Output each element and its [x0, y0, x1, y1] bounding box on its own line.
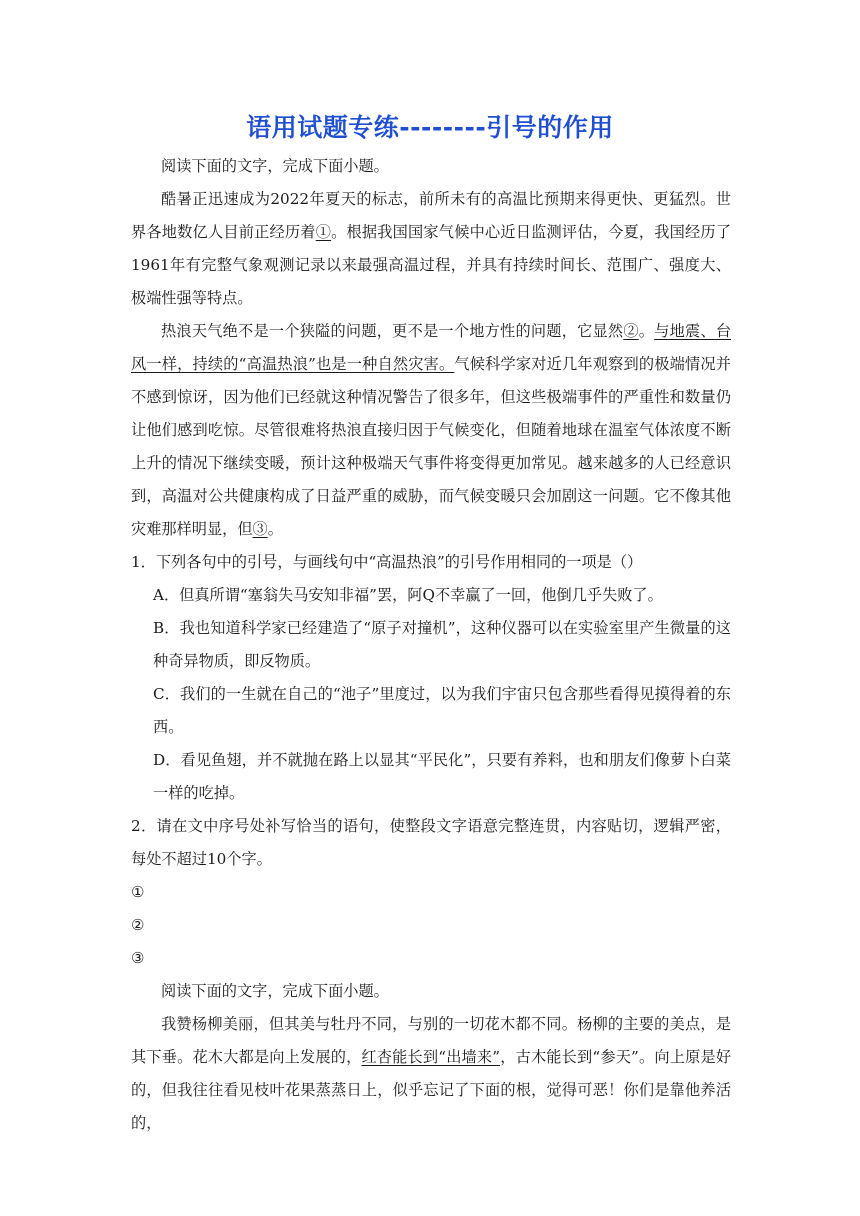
text-span: 热浪天气绝不是一个狭隘的问题，更不是一个地方性的问题，它显然 [161, 322, 624, 340]
text-span: 。 [267, 520, 283, 538]
section1-paragraph-1 [131, 183, 731, 315]
section2-intro: 阅读下面的文字，完成下面小题。 [161, 982, 389, 1000]
question-1-option-b: B．我也知道科学家已经建造了“原子对撞机”，这种仪器可以在实验室里产生微量的这种奇异物质，即反物质。 [153, 619, 731, 670]
text-span: 气候科学家对近几年观察到的极端情况并不感到惊讶，因为他们已经就这种情况警告了很多年，但这些极端事件的严重性和数量仍让他们感到吃惊。尽管很难将热浪直接归因于气候变化，但随着地球在温室气体浓度不断上升的情况下继续变暖，预计这种极端天气事件将变得更加常见。越来越多的人已经意识到，高温对公共健康构成了日益严重的威胁，而气候变暖只会加剧这一问题。它不像其他灾难那样明显，但 [131, 355, 731, 538]
page-title: 语用试题专练--------引号的作用 [246, 113, 614, 142]
underlined-sentence: 与地震、台风一样，持续的“高温热浪”也是一种自然灾害。 [131, 322, 732, 373]
question-2-stem: 2．请在文中序号处补写恰当的语句，使整段文字语意完整连贯，内容贴切，逻辑严密，每处不超过10个字。 [131, 817, 731, 868]
answer-blank-1: ① [131, 883, 145, 901]
section1-intro: 阅读下面的文字，完成下面小题。 [161, 157, 389, 175]
section2-paragraph-1 [131, 1008, 731, 1140]
document-body [131, 150, 731, 1140]
text-span: 。 [638, 322, 655, 340]
blank-marker-1: ① [315, 223, 332, 241]
question-1-stem: 1．下列各句中的引号，与画线句中“高温热浪”的引号作用相同的一项是（） [131, 553, 643, 571]
text-span: ，古木能长到“参天”。向上原是好的，但我往往看见枝叶花果蒸蒸日上，似乎忘记了下面的根，觉得可恶！你们是靠他养活的， [131, 1048, 732, 1132]
question-1-option-c: C．我们的一生就在自己的“池子”里度过，以为我们宇宙只包含那些看得见摸得着的东西。 [153, 685, 731, 736]
answer-blank-3: ③ [131, 949, 145, 967]
text-span: 我赞杨柳美丽，但其美与牡丹不同，与别的一切花木都不同。杨柳的主要的美点，是其下垂。花木大都是向上发展的， [131, 1015, 731, 1066]
underlined-phrase: 红杏能长到“出墙来” [361, 1048, 501, 1066]
section1-paragraph-2 [131, 315, 731, 546]
text-span: 。根据我国国家气候中心近日监测评估，今夏，我国经历了1961年有完整气象观测记录以来最强高温过程，并具有持续时间长、范围广、强度大、极端性强等特点。 [131, 223, 732, 307]
question-1-option-d: D．看见鱼翅，并不就抛在路上以显其“平民化”，只要有养料，也和朋友们像萝卜白菜一样的吃掉。 [153, 751, 731, 802]
answer-blank-2: ② [131, 916, 145, 934]
blank-marker-2: ② [623, 322, 639, 340]
text-span: 酷暑正迅速成为2022年夏天的标志，前所未有的高温比预期来得更快、更猛烈。世界各地数亿人目前正经历着 [131, 190, 731, 241]
question-1-option-a: A．但真所谓“塞翁失马安知非福”罢，阿Q不幸赢了一回，他倒几乎失败了。 [153, 586, 663, 604]
blank-marker-3: ③ [252, 520, 268, 538]
